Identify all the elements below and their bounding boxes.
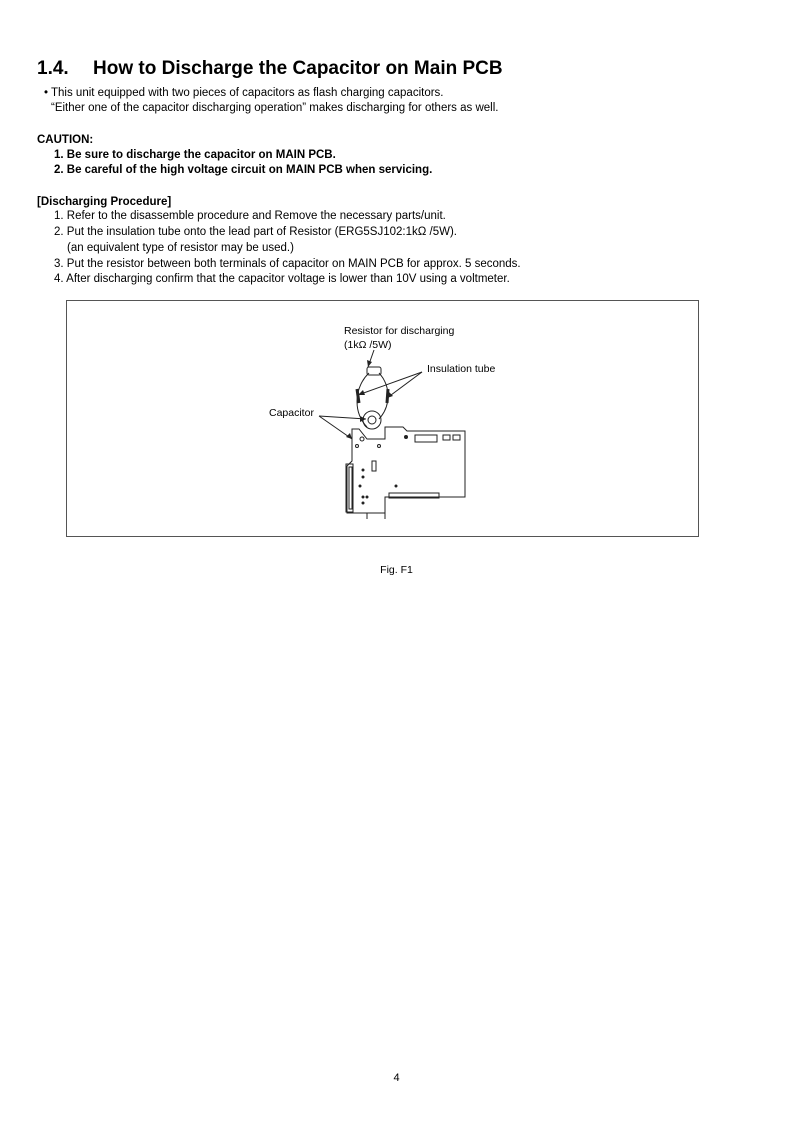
- procedure-step-3: 3. Put the resistor between both terminals of capacitor on MAIN PCB for approx. 5 seconds.: [54, 258, 521, 270]
- caution-item-2: 2. Be careful of the high voltage circuit on MAIN PCB when servicing.: [54, 164, 433, 176]
- procedure-step-2: 2. Put the insulation tube onto the lead part of Resistor (ERG5SJ102:1kΩ /5W).: [54, 226, 458, 238]
- intro-line-2: “Either one of the capacitor discharging operation” makes discharging for others as well.: [51, 102, 499, 114]
- resistor-body: [367, 367, 381, 375]
- intro-line-1: • This unit equipped with two pieces of capacitors as flash charging capacitors.: [44, 87, 444, 99]
- capacitor-circle: [363, 411, 381, 429]
- procedure-step-1: 1. Refer to the disassemble procedure and Remove the necessary parts/unit.: [54, 210, 446, 222]
- insulation-tube-label: Insulation tube: [427, 363, 496, 375]
- procedure-step-4: 4. After discharging confirm that the capacitor voltage is lower than 10V using a voltmeter.: [54, 273, 510, 285]
- arrow-insulation-left: [358, 372, 422, 395]
- procedure-step-2-note: (an equivalent type of resistor may be used.): [67, 242, 294, 254]
- section-number: 1.4.: [37, 58, 69, 79]
- resistor-spec-label: (1kΩ /5W): [344, 339, 392, 351]
- arrow-capacitor-1: [319, 416, 352, 439]
- chip: [415, 435, 437, 442]
- section-title-text: How to Discharge the Capacitor on Main PCB: [93, 58, 503, 79]
- resistor-label: Resistor for discharging: [344, 325, 455, 337]
- page-number: 4: [393, 1072, 400, 1084]
- capacitor-label: Capacitor: [269, 407, 314, 419]
- section-title: [37, 58, 503, 80]
- arrow-capacitor-2: [319, 416, 366, 419]
- procedure-heading: [Discharging Procedure]: [37, 196, 172, 208]
- figure-f1: [66, 300, 699, 537]
- caution-item-1: 1. Be sure to discharge the capacitor on MAIN PCB.: [54, 149, 336, 161]
- figure-caption: Fig. F1: [380, 564, 413, 576]
- arrow-insulation-right: [387, 372, 422, 398]
- caution-heading: CAUTION:: [37, 134, 94, 146]
